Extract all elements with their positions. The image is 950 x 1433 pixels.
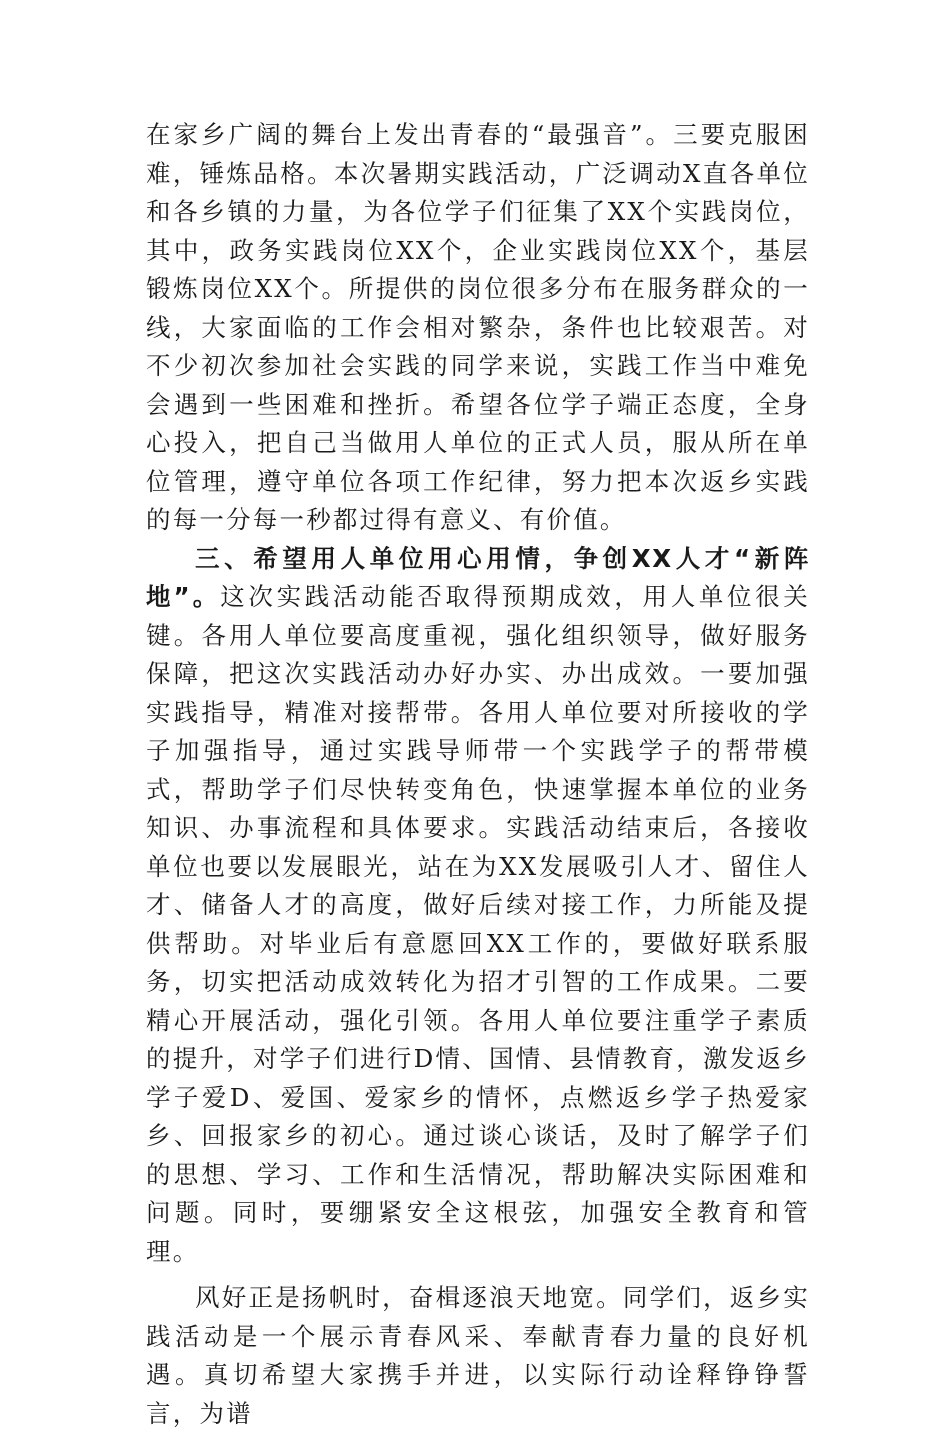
paragraph-text: 风好正是扬帆时，奋楫逐浪天地宽。同学们，返乡实践活动是一个展示青春风采、奉献青春力量的良好机遇。真切希望大家携手并进，以实际行动诠释铮铮誓言，为谱 bbox=[146, 1283, 810, 1428]
body-paragraph-section-three bbox=[146, 540, 810, 1272]
paragraph-text: 在家乡广阔的舞台上发出青春的“最强音”。三要克服困难，锤炼品格。本次暑期实践活动，广泛调动X直各单位和各乡镇的力量，为各位学子们征集了XX个实践岗位，其中，政务实践岗位XX个，企业实践岗位XX个，基层锻炼岗位XX个。所提供的岗位很多分布在服务群众的一线，大家面临的工作会相对繁杂，条件也比较艰苦。对不少初次参加社会实践的同学来说，实践工作当中难免会遇到一些困难和挫折。希望各位学子端正态度，全身心投入，把自己当做用人单位的正式人员，服从所在单位管理，遵守单位各项工作纪律，努力把本次返乡实践的每一分每一秒都过得有意义、有价值。 bbox=[146, 120, 810, 534]
body-paragraph-closing bbox=[146, 1279, 810, 1433]
paragraph-spacer bbox=[146, 1271, 810, 1279]
paragraph-text: 这次实践活动能否取得预期成效，用人单位很关键。各用人单位要高度重视，强化组织领导，做好服务保障，把这次实践活动办好办实、办出成效。一要加强实践指导，精准对接帮带。各用人单位要对所接收的学子加强指导，通过实践导师带一个实践学子的帮带模式，帮助学子们尽快转变角色，快速掌握本单位的业务知识、办事流程和具体要求。实践活动结束后，各接收单位也要以发展眼光，站在为XX发展吸引人才、留住人才、储备人才的高度，做好后续对接工作，力所能及提供帮助。对毕业后有意愿回XX工作的，要做好联系服务，切实把活动成效转化为招才引智的工作成果。二要精心开展活动，强化引领。各用人单位要注重学子素质的提升，对学子们进行D情、国情、县情教育，激发返乡学子爱D、爱国、爱家乡的情怀，点燃返乡学子热爱家乡、回报家乡的初心。通过谈心谈话，及时了解学子们的思想、学习、工作和生活情况，帮助解决实际困难和问题。同时，要绷紧安全这根弦，加强安全教育和管理。 bbox=[146, 582, 810, 1266]
document-page bbox=[146, 116, 810, 1433]
body-paragraph-continuation bbox=[146, 116, 810, 540]
section-heading: 三、希望用人单位用心用情，争创XX人才“新阵地”。 bbox=[146, 543, 810, 611]
